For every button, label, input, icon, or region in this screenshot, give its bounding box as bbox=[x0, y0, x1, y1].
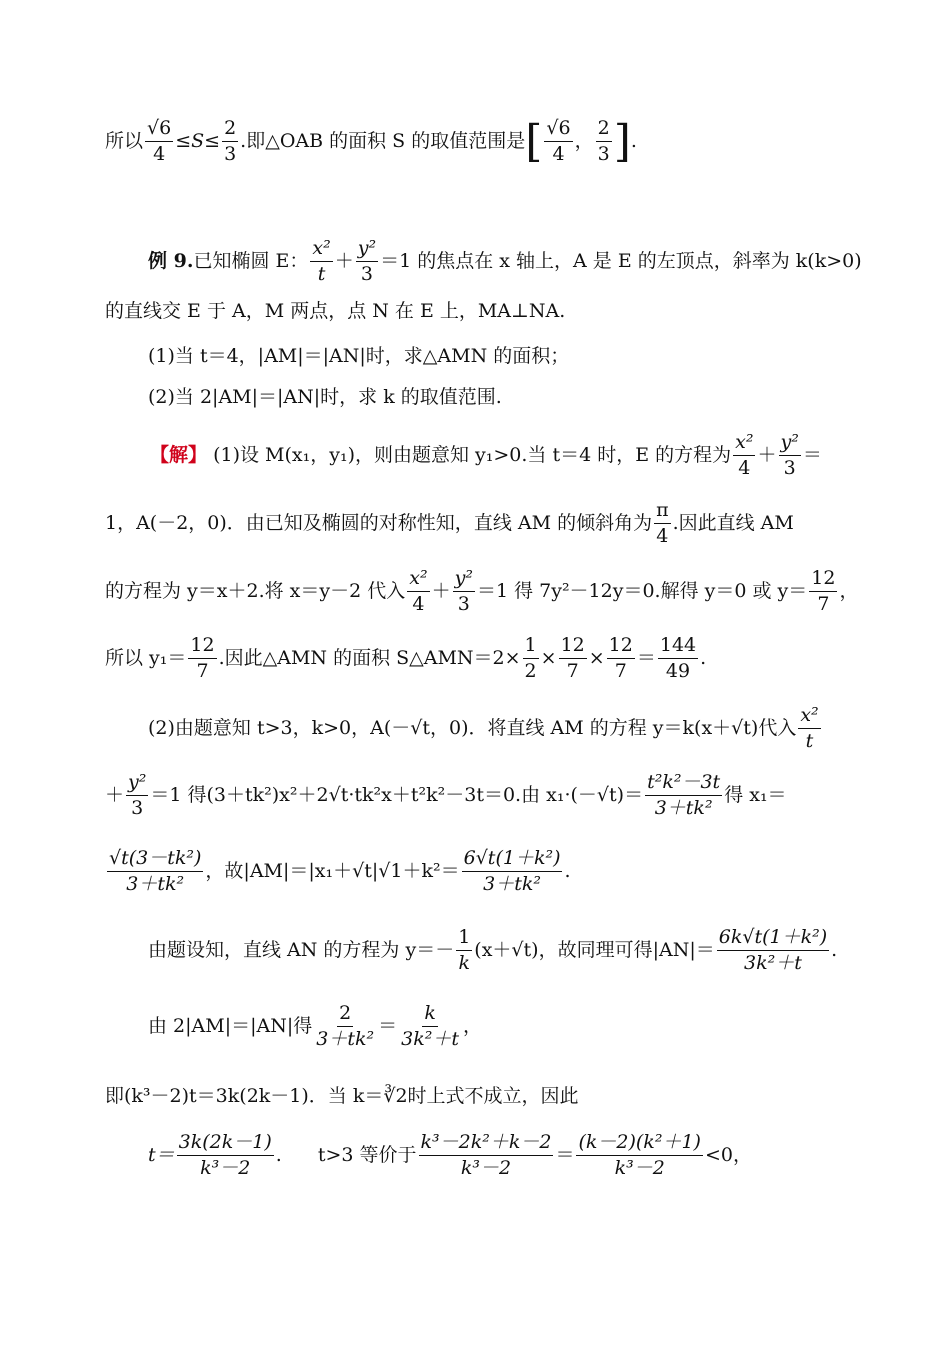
text: ≤S≤ bbox=[175, 129, 221, 152]
fraction: $\frac{√6}{4}$ bbox=[147, 117, 172, 165]
solution-line-3: 的方程为 y＝x＋2.将 x＝y－2 代入 $\frac{\text{x²}}{4}$ ＋ $\frac{\text{y²}}{3}$ ＝1 得 7y²－12y＝0.解得 y＝0 或 y＝ $\frac{12}{7}$ ， bbox=[105, 567, 859, 615]
fraction: $\frac{k}{\text{3k²＋t}}$ bbox=[401, 1002, 459, 1050]
fraction: $\frac{\text{y²}}{3}$ bbox=[357, 237, 377, 285]
fraction: $\frac{3k(2k-1)}{\text{k³－2}}$ bbox=[178, 1131, 272, 1179]
fraction: $\frac{12}{7}$ bbox=[608, 634, 633, 682]
solution-tag: 【解】 bbox=[150, 443, 208, 466]
part2-line-4: 由题设知，直线 AN 的方程为 y＝－ $\frac{1}{k}$ (x＋√t)，故同理可得|AN|＝ $\frac{\text{6k√t(1＋k²)}}{\text{3k²＋t}}$ . bbox=[148, 926, 838, 974]
part2-line-5: 由 2|AM|＝|AN|得 $\frac{2}{\text{3＋tk²}}$ ＝ $\frac{k}{\text{3k²＋t}}$ ， bbox=[148, 1002, 483, 1050]
part2-line-3: $\frac{\text{√t(3－tk²)}}{\text{3＋tk²}}$ ，故|AM|＝|x₁＋√t|√1＋k²＝ $\frac{\text{6√t(1＋k²)}}{\text{3＋tk²}}$ . bbox=[109, 847, 571, 895]
fraction: $\frac{√6}{4}$ bbox=[546, 117, 571, 165]
fraction: $\frac{1}{2}$ bbox=[524, 634, 537, 682]
fraction: $\frac{2}{3}$ bbox=[597, 117, 610, 165]
fraction: $\frac{1}{k}$ bbox=[458, 926, 471, 974]
fraction: $\frac{12}{7}$ bbox=[190, 634, 215, 682]
fraction: $\frac{\text{y²}}{3}$ bbox=[780, 431, 799, 479]
fraction: $\frac{\text{k³－2k²＋k－2}}{\text{k³－2}}$ bbox=[420, 1131, 552, 1179]
text: 所以 bbox=[105, 129, 144, 152]
fraction: $\frac{\text{x²}}{t}$ bbox=[312, 237, 331, 285]
fraction: $\frac{2}{\text{3＋tk²}}$ bbox=[316, 1002, 375, 1050]
solution-line-1: 【解】 (1)设 M(x₁，y₁)，则由题意知 y₁>0.当 t＝4 时，E 的方程为 $\frac{\text{x²}}{4}$ ＋ $\frac{\text{y²}}{3}$ ＝ bbox=[150, 431, 822, 479]
prev-conclusion-line: 所以 $\frac{√6}{4}$ ≤S≤ $\frac{2}{3}$ .即△OAB 的面积 S 的取值范围是[ $\frac{√6}{4}$ ， $\frac{2}{3}$ ]. bbox=[105, 115, 637, 167]
fraction: $\frac{\text{(k－2)(k²＋1)}}{\text{k³－2}}$ bbox=[578, 1131, 701, 1179]
question-1: (1)当 t＝4，|AM|＝|AN|时，求△AMN 的面积； bbox=[148, 345, 570, 367]
fraction: $\frac{\text{y²}}{3}$ bbox=[128, 771, 147, 819]
part2-line-1: (2)由题意知 t>3，k>0，A(－√t，0)．将直线 AM 的方程 y＝k(x＋√t)代入 $\frac{\text{x²}}{t}$ bbox=[148, 704, 819, 752]
fraction: $\frac{12}{7}$ bbox=[811, 567, 836, 615]
left-bracket: [ bbox=[525, 115, 543, 167]
text: .即△OAB 的面积 S 的取值范围是 bbox=[240, 129, 526, 152]
fraction: $\frac{\pi}{4}$ bbox=[656, 499, 669, 547]
part2-line-7: t＝ $\frac{3k(2k-1)}{\text{k³－2}}$ . t>3 等价于 $\frac{\text{k³－2k²＋k－2}}{\text{k³－2}}$ ＝ $\frac{\text{(k－2)(k²＋1)}}{\text{k³－2}}$ <0， bbox=[148, 1131, 752, 1179]
fraction: $\frac{\text{x²}}{4}$ bbox=[409, 567, 428, 615]
question-2: (2)当 2|AM|＝|AN|时，求 k 的取值范围. bbox=[148, 386, 502, 408]
solution-line-4: 所以 y₁＝ $\frac{12}{7}$ .因此△AMN 的面积 S△AMN＝2× $\frac{1}{2}$ × $\frac{12}{7}$ × $\frac{12}{7}$ ＝ $\frac{144}{49}$ . bbox=[105, 634, 707, 682]
fraction: $\frac{\text{√t(3－tk²)}}{\text{3＋tk²}}$ bbox=[109, 847, 202, 895]
fraction: $\frac{\text{y²}}{3}$ bbox=[454, 567, 473, 615]
example-line-2: 的直线交 E 于 A，M 两点，点 N 在 E 上，MA⊥NA. bbox=[105, 300, 566, 322]
example-line-1: 例 9.已知椭圆 E： $\frac{\text{x²}}{t}$ ＋ $\frac{\text{y²}}{3}$ ＝1 的焦点在 x 轴上，A 是 E 的左顶点，斜率为 k(k>0) bbox=[148, 237, 862, 285]
part2-line-6: 即(k³－2)t＝3k(2k－1)．当 k＝∛2时上式不成立，因此 bbox=[105, 1085, 579, 1107]
fraction: $\frac{\text{t²k²－3t}}{\text{3＋tk²}}$ bbox=[647, 771, 721, 819]
right-bracket: ] bbox=[613, 115, 631, 167]
fraction: $\frac{144}{49}$ bbox=[659, 634, 697, 682]
fraction: $\frac{12}{7}$ bbox=[560, 634, 585, 682]
fraction: $\frac{\text{x²}}{t}$ bbox=[800, 704, 819, 752]
part2-line-2: ＋ $\frac{\text{y²}}{3}$ ＝1 得(3＋tk²)x²＋2√t·tk²x＋t²k²－3t＝0.由 x₁·(－√t)＝ $\frac{\text{t²k²－3t}}{\text{3＋tk²}}$ 得 x₁＝ bbox=[105, 771, 787, 819]
fraction: $\frac{\text{x²}}{4}$ bbox=[735, 431, 754, 479]
example-label: 例 9. bbox=[148, 249, 194, 272]
fraction: $\frac{\text{6k√t(1＋k²)}}{\text{3k²＋t}}$ bbox=[718, 926, 828, 974]
fraction: $\frac{\text{6√t(1＋k²)}}{\text{3＋tk²}}$ bbox=[463, 847, 561, 895]
solution-line-2: 1，A(－2，0)．由已知及椭圆的对称性知，直线 AM 的倾斜角为 $\frac{\pi}{4}$ .因此直线 AM bbox=[105, 499, 794, 547]
fraction: $\frac{2}{3}$ bbox=[224, 117, 237, 165]
